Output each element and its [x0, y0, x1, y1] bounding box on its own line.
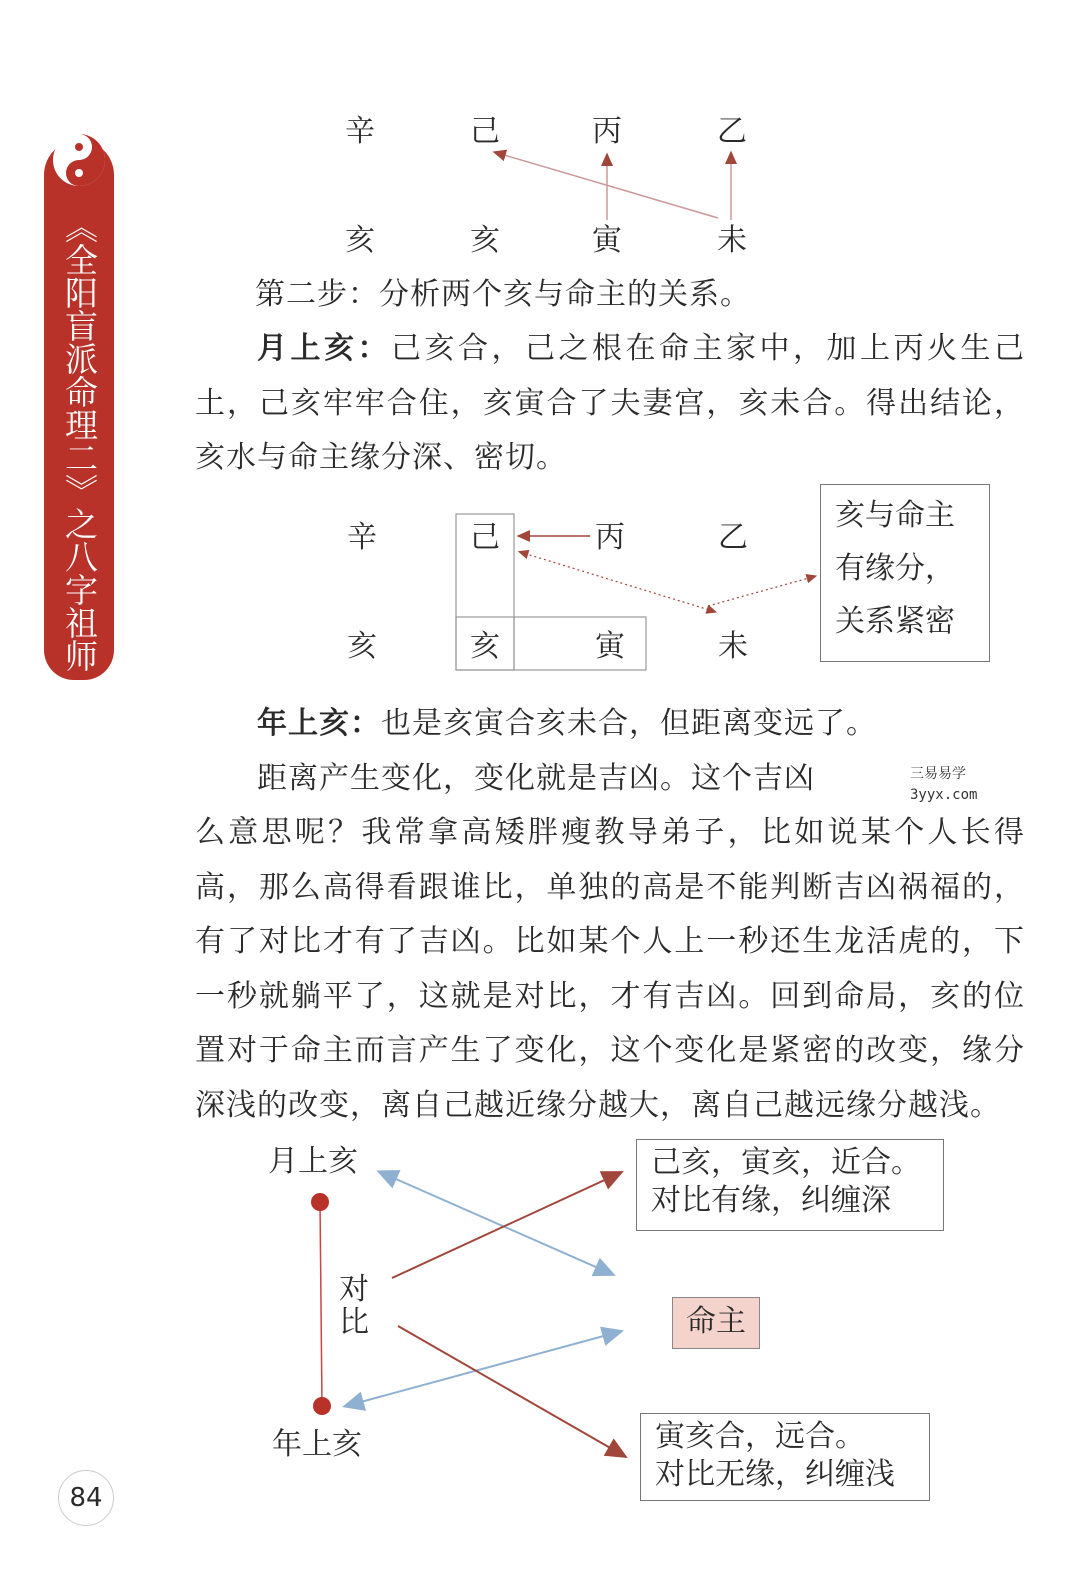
d2-bottom-3: 寅 — [595, 629, 625, 664]
d3-near-box — [636, 1139, 944, 1231]
watermark-line-2: 3yyx.com — [910, 787, 978, 803]
year-hai-label: 年上亥： — [257, 706, 381, 741]
month-hai-text: 己亥合，己之根在命主家中，加上丙火生己土，己亥牢牢合住，亥寅合了夫妻宫，亥未合。得出结论，亥水与命主缘分深、密切。 — [195, 331, 1025, 475]
d3-master-box: 命主 — [672, 1297, 760, 1349]
d3-far-line-1: 寅亥合，远合。 — [655, 1419, 865, 1454]
watermark-line-1: 三易易学 — [910, 766, 966, 782]
d1-bottom-4: 未 — [717, 223, 747, 258]
d3-month-dot — [311, 1193, 329, 1211]
month-hai-label: 月上亥： — [257, 331, 391, 366]
d2-arrow-wei-box — [708, 576, 816, 606]
d3-near-line-1: 己亥，寅亥，近合。 — [651, 1145, 921, 1180]
d2-top-3: 丙 — [595, 520, 625, 555]
d1-top-1: 辛 — [345, 114, 375, 149]
d1-top-2: 己 — [470, 114, 500, 149]
d1-arrow-wei-ji — [494, 152, 718, 218]
d3-near-line-2: 对比有缘，纠缠深 — [651, 1183, 891, 1218]
distance-paragraph-start: 距离产生变化，变化就是吉凶。这个吉凶 — [257, 761, 815, 796]
d3-compare-line — [320, 1202, 322, 1406]
d2-box-line-2: 有缘分， — [835, 551, 955, 586]
d3-month-label: 月上亥 — [268, 1144, 358, 1179]
d2-bottom-1: 亥 — [347, 629, 377, 664]
d3-arrow-compare-top — [392, 1172, 622, 1278]
d2-conclusion-box — [820, 484, 990, 662]
d3-compare-1: 对 — [339, 1272, 369, 1307]
d1-bottom-3: 寅 — [592, 223, 622, 258]
d3-compare-2: 比 — [339, 1305, 369, 1340]
d3-far-line-2: 对比无缘，纠缠浅 — [655, 1457, 895, 1492]
d3-arrow-year-master — [346, 1331, 622, 1406]
d2-bottom-2: 亥 — [470, 629, 500, 664]
d2-top-1: 辛 — [347, 520, 377, 555]
d3-arrow-compare-bottom — [398, 1326, 626, 1457]
d2-bottom-4: 未 — [718, 629, 748, 664]
d3-arrow-month-master — [380, 1172, 614, 1275]
d3-year-dot — [313, 1397, 331, 1415]
d2-box-line-1: 亥与命主 — [835, 498, 955, 533]
year-hai-paragraph — [257, 697, 1080, 752]
d1-top-3: 丙 — [592, 114, 622, 149]
month-hai-paragraph — [195, 322, 1025, 486]
d1-arrows — [0, 0, 1080, 300]
d1-bottom-1: 亥 — [345, 223, 375, 258]
d1-bottom-2: 亥 — [470, 223, 500, 258]
d2-top-2: 己 — [470, 520, 500, 555]
chapter-title: 《全阳盲派命理二》之八字祖师 — [60, 210, 99, 672]
d2-box-line-3: 关系紧密 — [835, 604, 955, 639]
page-number: 84 — [58, 1470, 114, 1526]
step-2-text: 第二步：分析两个亥与命主的关系。 — [255, 277, 751, 312]
d2-arrow-ji-wei — [520, 552, 716, 612]
d1-top-4: 乙 — [717, 114, 747, 149]
distance-paragraph-cont: 么意思呢？我常拿高矮胖瘦教导弟子，比如说某个人长得高，那么高得看跟谁比，单独的高是不能判断吉凶祸福的，有了对比才有了吉凶。比如某个人上一秒还生龙活虎的，下一秒就躺平了，这就是对比，才有吉凶。回到命局，亥的位置对于命主而言产生了变化，这个变化是紧密的改变，缘分深浅的改变，离自己越近缘分越大，离自己越远缘分越浅。 — [195, 815, 1025, 1123]
d2-top-4: 乙 — [718, 520, 748, 555]
d3-far-box — [640, 1413, 930, 1501]
year-hai-text: 也是亥寅合亥未合，但距离变远了。 — [381, 706, 877, 741]
d3-year-label: 年上亥 — [272, 1427, 362, 1462]
